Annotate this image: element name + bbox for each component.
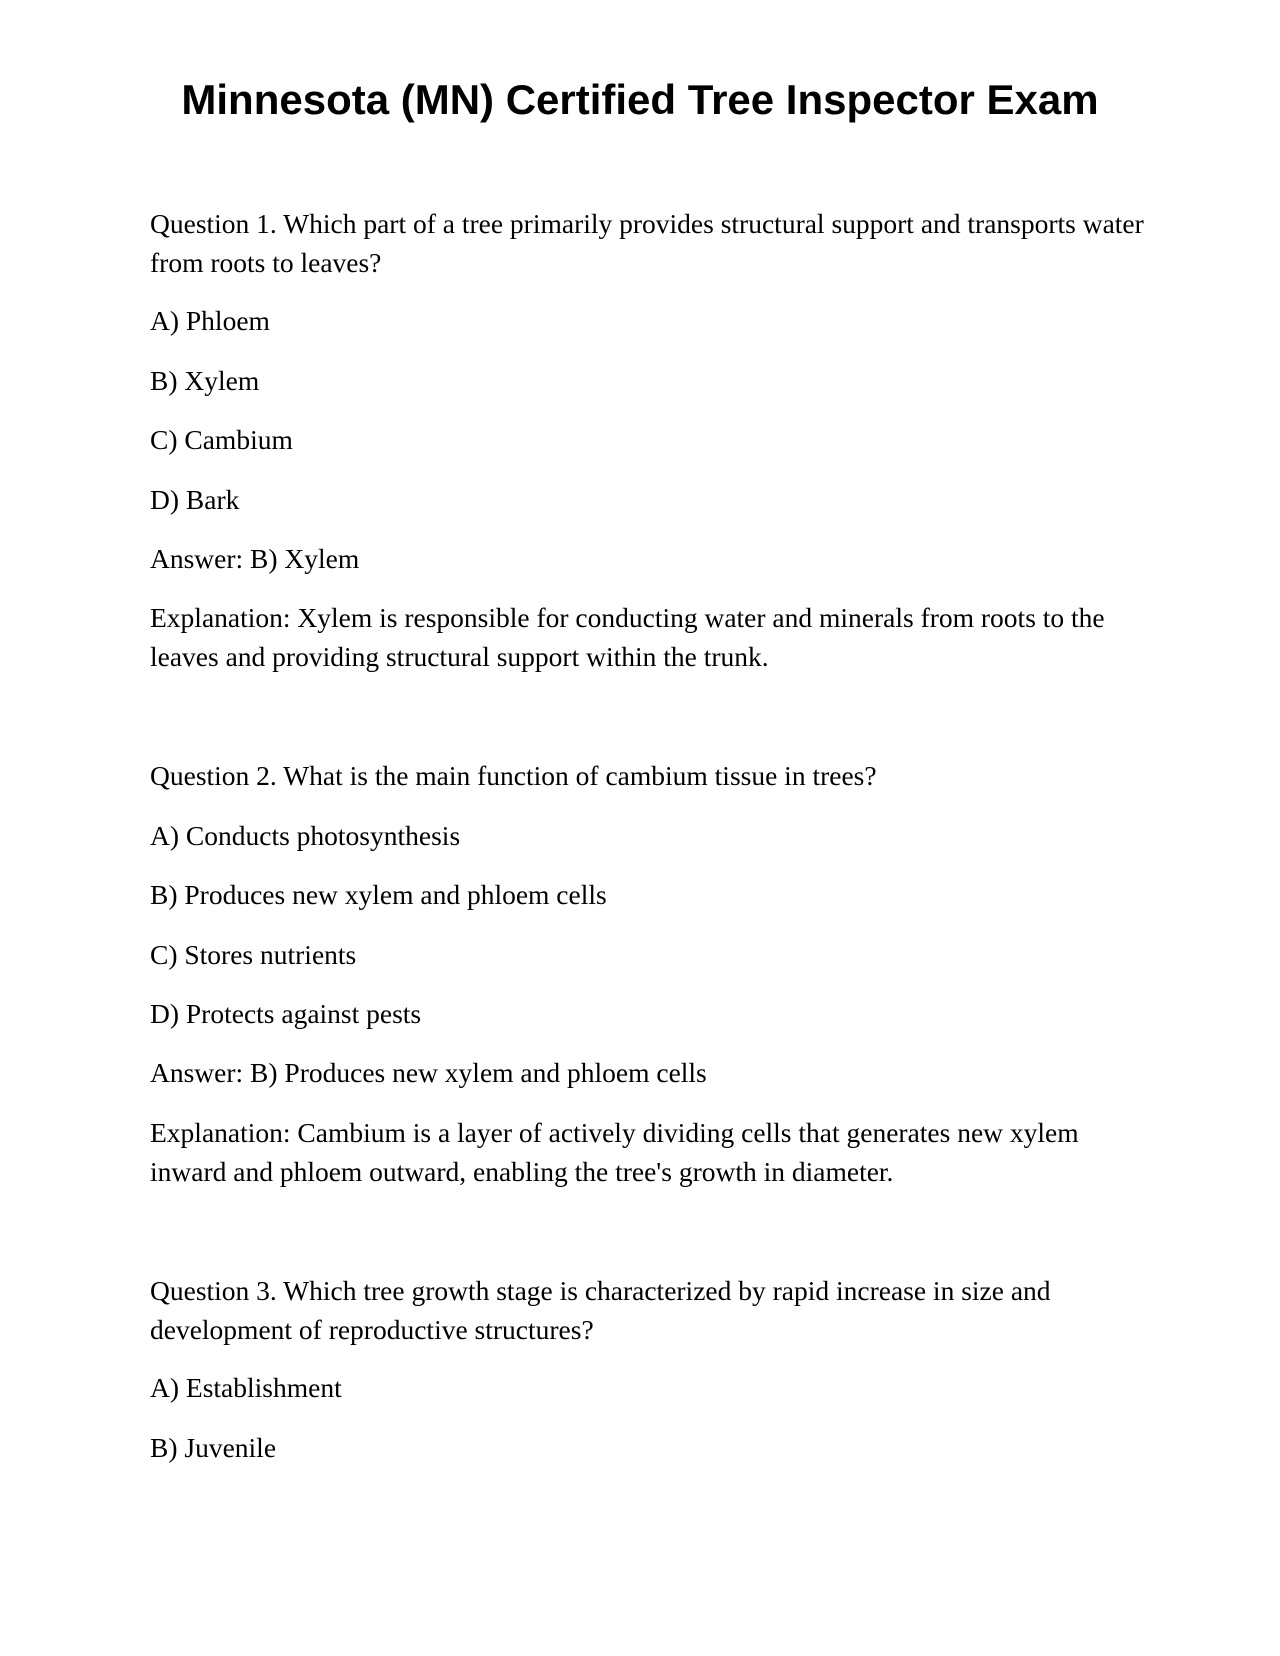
question-3-option-b: B) Juvenile — [150, 1432, 277, 1463]
question-1-option-c: C) Cambium — [150, 424, 293, 455]
document-title: Minnesota (MN) Certified Tree Inspector Exam — [181, 76, 1099, 123]
question-2-option-b: B) Produces new xylem and phloem cells — [150, 879, 607, 910]
question-1-explanation: Explanation: Xylem is responsible for conducting water and minerals from roots to the leaves and providing structural support within the trunk. — [150, 602, 1105, 672]
question-1-option-a: A) Phloem — [150, 305, 270, 336]
question-2-option-c: C) Stores nutrients — [150, 939, 357, 970]
question-3-text: Question 3. Which tree growth stage is characterized by rapid increase in size and development of reproductive structures? — [150, 1275, 1051, 1345]
question-2-option-d: D) Protects against pests — [150, 998, 422, 1029]
question-2-option-a: A) Conducts photosynthesis — [150, 820, 461, 851]
question-2-explanation: Explanation: Cambium is a layer of actively dividing cells that generates new xylem inward and phloem outward, enabling the tree's growth in diameter. — [150, 1117, 1079, 1187]
question-2-answer: Answer: B) Produces new xylem and phloem cells — [150, 1057, 707, 1088]
question-1-option-b: B) Xylem — [150, 365, 260, 396]
question-2-text: Question 2. What is the main function of cambium tissue in trees? — [150, 760, 877, 791]
question-1-answer: Answer: B) Xylem — [150, 543, 360, 574]
question-1-text: Question 1. Which part of a tree primarily provides structural support and transports water from roots to leaves? — [150, 208, 1144, 278]
question-3-option-a: A) Establishment — [150, 1372, 342, 1403]
question-1-option-d: D) Bark — [150, 484, 240, 515]
